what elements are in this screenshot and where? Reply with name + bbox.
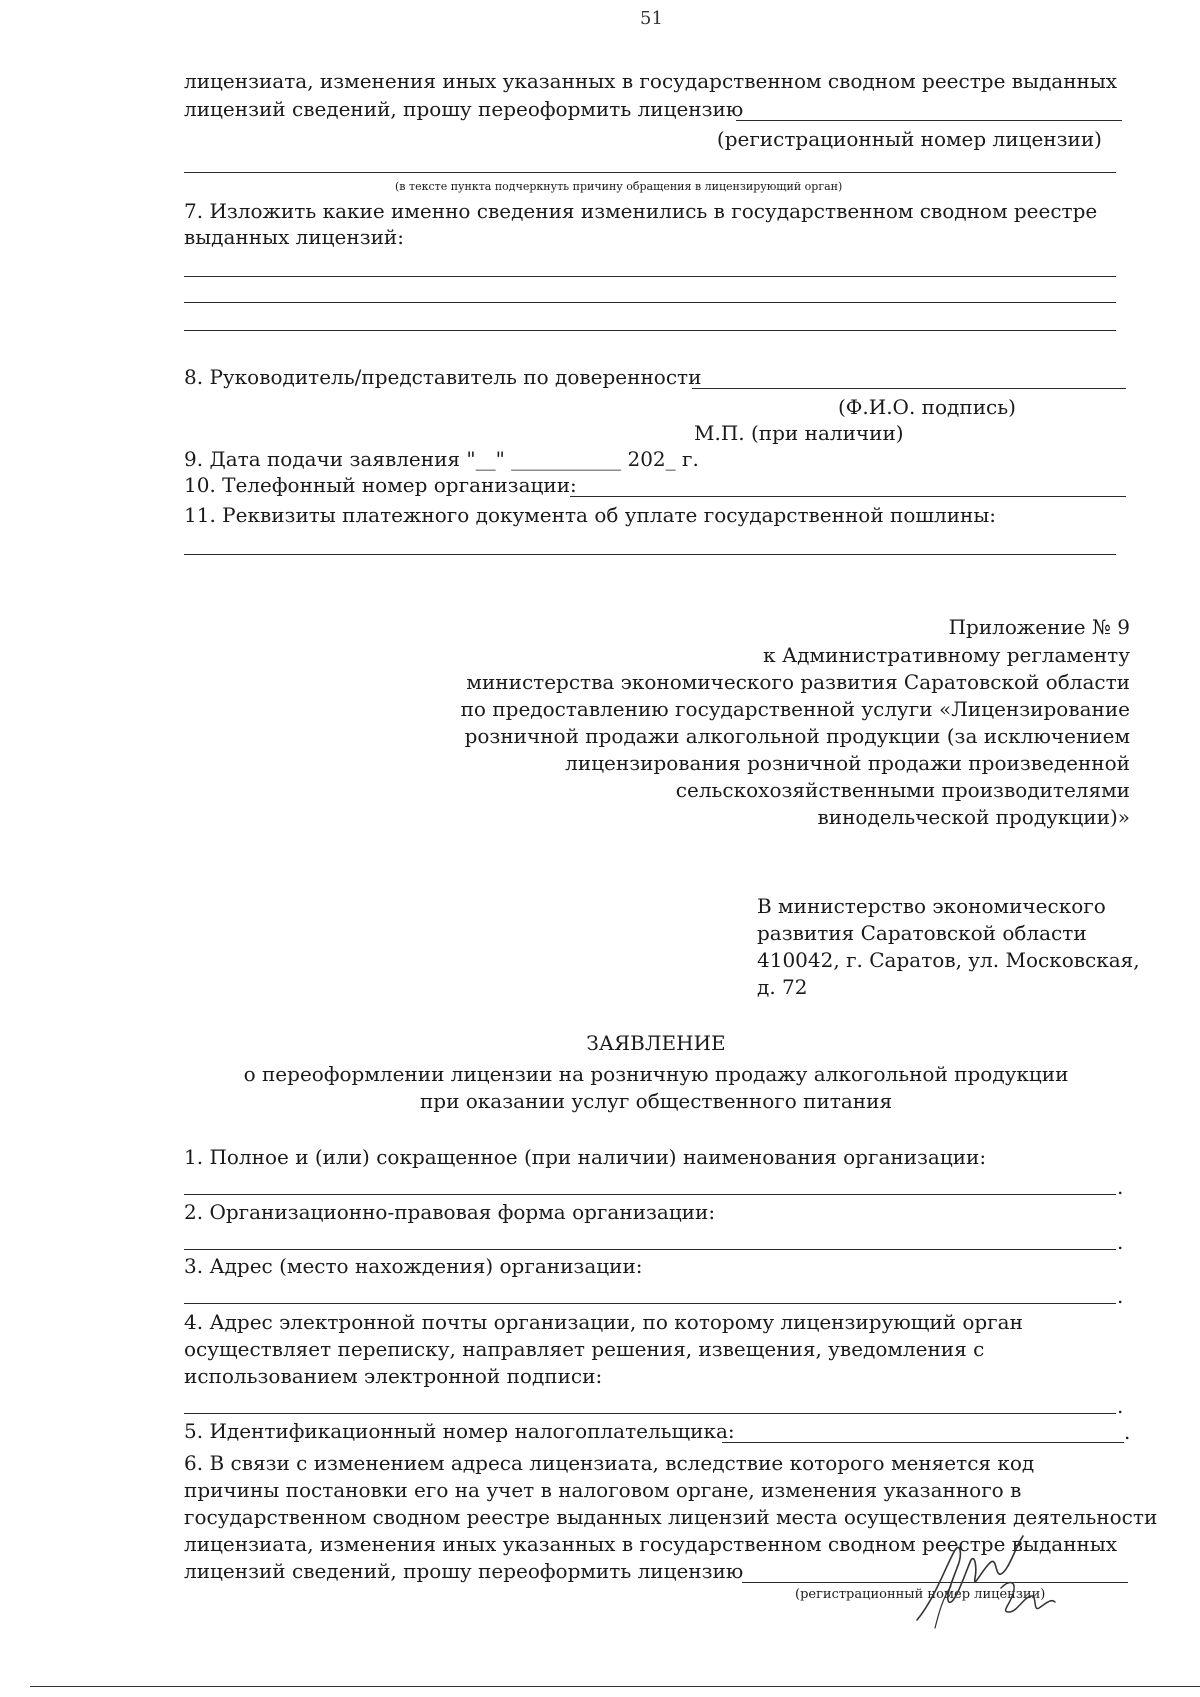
field6-line3: государственном сводном реестре выданных лицензий места осуществления деятельности [184,1505,1158,1529]
appendix-line: по предоставлению государственной услуги «Лицензирование [460,697,1130,721]
appendix-line: винодельческой продукции)» [817,805,1130,829]
field6-line2: причины постановки его на учет в налоговом органе, изменения указанного в [184,1478,1022,1502]
statement-title: ЗАЯВЛЕНИЕ [586,1031,726,1055]
p8-caption: (Ф.И.О. подпись) [838,395,1016,419]
field1-label: 1. Полное и (или) сокращенное (при наличии) наименования организации: [184,1145,987,1169]
signature-icon [905,1528,1075,1638]
stamp-caption: М.П. (при наличии) [694,421,904,445]
p7-input-line-3[interactable] [184,330,1116,331]
appendix-line: министерства экономического развития Саратовской области [466,670,1130,694]
field2-label: 2. Организационно-правовая форма организации: [184,1200,716,1224]
field5-label: 5. Идентификационный номер налогоплательщика: [184,1419,735,1443]
addressee-line3: 410042, г. Саратов, ул. Московская, [757,948,1140,972]
p9-date[interactable]: 9. Дата подачи заявления "__" ___________ 202_ г. [184,447,699,471]
statement-subtitle2: при оказании услуг общественного питания [419,1089,893,1113]
p6-tail-line1: лицензиата, изменения иных указанных в государственном сводном реестре выданных [184,69,1118,93]
field3-period: . [1117,1284,1124,1308]
field6-line5: лицензий сведений, прошу переоформить лицензию [184,1559,744,1583]
field3-label: 3. Адрес (место нахождения) организации: [184,1254,643,1278]
field4-line1: 4. Адрес электронной почты организации, по которому лицензирующий орган [184,1310,1023,1334]
addressee-line1: В министерство экономического [757,894,1106,918]
p8-label: 8. Руководитель/представитель по доверенности [184,365,702,389]
p7-input-line-2[interactable] [184,302,1116,303]
p10-label: 10. Телефонный номер организации: [184,473,577,497]
p7-line2: выданных лицензий: [184,225,404,249]
field2-period: . [1117,1230,1124,1254]
addressee-line4: д. 72 [757,975,808,999]
field4-line2: осуществляет переписку, направляет решения, извещения, уведомления с [184,1337,985,1361]
p7-input-line-1[interactable] [184,276,1116,277]
reg-number-field-top[interactable] [736,120,1122,121]
p11-field[interactable] [184,554,1116,555]
field6-caption: (регистрационный номер лицензии) [795,1587,1046,1602]
field3-input[interactable] [184,1303,1116,1304]
field1-input[interactable] [184,1194,1116,1195]
appendix-line: лицензирования розничной продажи произведенной [565,751,1130,775]
field4-period: . [1117,1394,1124,1418]
underline-hint: (в тексте пункта подчеркнуть причину обращения в лицензирующий орган) [395,180,843,193]
reason-underline [184,172,1116,173]
reg-number-caption-top: (регистрационный номер лицензии) [716,127,1102,151]
p10-field[interactable] [570,496,1126,497]
field4-input[interactable] [184,1413,1116,1414]
p6-tail-line2: лицензий сведений, прошу переоформить лицензию [184,97,744,121]
field5-input[interactable] [722,1442,1124,1443]
addressee-line2: развития Саратовской области [757,921,1087,945]
p11-label: 11. Реквизиты платежного документа об уплате государственной пошлины: [184,503,997,527]
page-number: 51 [640,8,663,29]
appendix-line: розничной продажи алкогольной продукции (за исключением [464,724,1130,748]
p7-line1: 7. Изложить какие именно сведения изменились в государственном сводном реестре [184,199,1098,223]
field5-period: . [1124,1420,1131,1444]
page-bottom-rule [30,1686,1200,1687]
field2-input[interactable] [184,1249,1116,1250]
p8-field[interactable] [692,388,1126,389]
field6-line4: лицензиата, изменения иных указанных в государственном сводном реестре выданных [184,1532,1118,1556]
appendix-line: сельскохозяйственными производителями [675,778,1130,802]
field4-line3: использованием электронной подписи: [184,1364,603,1388]
appendix-line: к Административному регламенту [763,643,1130,667]
appendix-line: Приложение № 9 [948,615,1130,639]
field1-period: . [1117,1175,1124,1199]
field6-line1: 6. В связи с изменением адреса лицензиата, вследствие которого меняется код [184,1451,1035,1475]
statement-subtitle1: о переоформлении лицензии на розничную продажу алкогольной продукции [243,1062,1069,1086]
